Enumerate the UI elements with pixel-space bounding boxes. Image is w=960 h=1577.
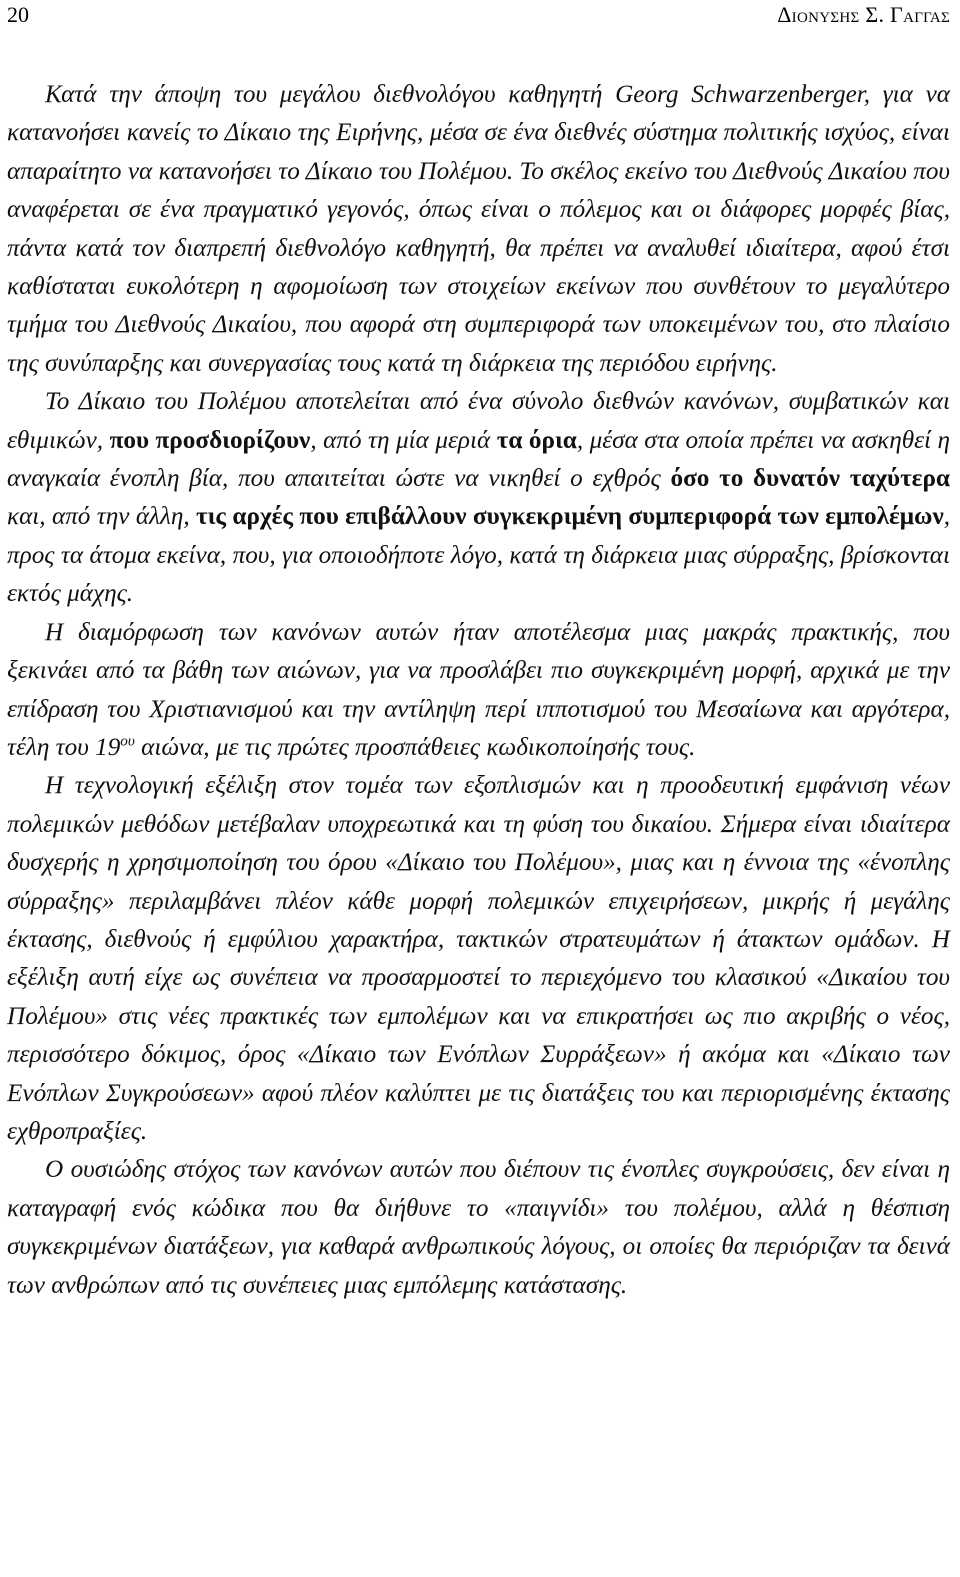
text-segment: Η διαμόρφωση των κανόνων αυτών ήταν αποτέλεσμα μιας μακράς πρακτικής, που ξεκινάει από τα βάθη των αιώνων, για να προσλάβει πιο συγκεκριμένη μορφή, αρχικά με την επίδραση του Χριστιανισμού και την αντίληψη περί ιπποτισμού του Μεσαίωνα και αργότερα, τέλη του 19 bbox=[7, 618, 950, 761]
page-header bbox=[0, 0, 960, 34]
text-segment: Η τεχνολογική εξέλιξη στον τομέα των εξοπλισμών και η προοδευτική εμφάνιση νέων πολεμικών μεθόδων μετέβαλαν υποχρεωτικά και τη φύση του δικαίου. Σήμερα είναι ιδιαίτερα δυσχερής η χρησιμοποίηση του όρου «Δίκαιο του Πολέμου», μιας και η έννοια της «ένοπλης σύρραξης» περιλαμβάνει πλέον κάθε μορφή πολεμικών επιχειρήσεων, μικρής ή μεγάλης έκτασης, διεθνούς ή εμφύλιου χαρακτήρα, τακτικών στρατευμάτων ή άτακτων ομάδων. Η εξέλιξη αυτή είχε ως συνέπεια να προσαρμοστεί το περιεχόμενο του κλασικού «Δικαίου του Πολέμου» στις νέες πρακτικές των εμπολέμων και να επικρατήσει ως πιο ακριβής ο νέος, περισσότερο δόκιμος, όρος «Δίκαιο των Ενόπλων Συρράξεων» ή ακόμα και «Δίκαιο των Ενόπλων Συγκρούσεων» αφού πλέον καλύπτει με τις διατάξεις του και περιορισμένης έκτασης εχθροπραξίες. bbox=[7, 772, 950, 1145]
emphasized-text: τις αρχές που επιβάλλουν συγκεκριμένη συμπεριφορά των εμπολέμων bbox=[196, 503, 944, 531]
paragraph bbox=[7, 614, 950, 768]
emphasized-text: που προσδιορίζουν bbox=[109, 426, 311, 454]
text-segment: , προς τα άτομα εκείνα, που, για οποιοδήποτε λόγο, κατά τη διάρκεια μιας σύρραξης, βρίσκονται εκτός μάχης. bbox=[7, 503, 950, 608]
running-head-author: Διονυσης Σ. Γαγγας bbox=[777, 2, 950, 27]
text-segment: Ο ουσιώδης στόχος των κανόνων αυτών που διέπουν τις ένοπλες συγκρούσεις, δεν είναι η καταγραφή ενός κώδικα που θα διήθυνε το «παιγνίδι» του πολέμου, αλλά η θέσπιση συγκεκριμένων διατάξεων, για καθαρά ανθρωπικούς λόγους, οι οποίες θα περιόριζαν τα δεινά των ανθρώπων από τις συνέπειες μιας εμπόλεμης κατάστασης. bbox=[7, 1156, 950, 1299]
body-text bbox=[7, 76, 950, 1305]
paragraph bbox=[7, 767, 950, 1151]
superscript: ου bbox=[120, 733, 135, 750]
emphasized-text: τα όρια bbox=[496, 426, 577, 454]
paragraph bbox=[7, 76, 950, 383]
text-segment: , μέσα στα οποία πρέπει να ασκηθεί η αναγκαία ένοπλη βία, που απαιτείται ώστε να νικηθεί ο εχθρός bbox=[7, 426, 950, 493]
text-segment: και, από την άλλη, bbox=[7, 503, 197, 531]
text-segment: Το Δίκαιο του Πολέμου αποτελείται από ένα σύνολο διεθνών κανόνων, συμβατικών και εθιμικών, bbox=[7, 388, 950, 454]
text-segment: , από τη μία μεριά bbox=[310, 426, 497, 454]
text-segment: αιώνα, με τις πρώτες προσπάθειες κωδικοποίησής τους. bbox=[134, 733, 696, 761]
emphasized-text: όσο το δυνατόν ταχύτερα bbox=[670, 465, 950, 493]
paragraph bbox=[7, 1151, 950, 1305]
paragraph bbox=[7, 383, 950, 613]
page-number: 20 bbox=[7, 2, 29, 27]
text-segment: Κατά την άποψη του μεγάλου διεθνολόγου καθηγητή Georg Schwarzenberger, για να κατανοήσει κανείς το Δίκαιο της Ειρήνης, μέσα σε ένα διεθνές σύστημα πολιτικής ισχύος, είναι απαραίτητο να κατανοήσει το Δίκαιο του Πολέμου. Το σκέλος εκείνο του Διεθνούς Δικαίου που αναφέρεται σε ένα πραγματικό γεγονός, όπως είναι ο πόλεμος και οι διάφορες μορφές βίας, πάντα κατά τον διαπρεπή διεθνολόγο καθηγητή, θα πρέπει να αναλυθεί ιδιαίτερα, αφού έτσι καθίσταται ευκολότερη η αφομοίωση των στοιχείων εκείνων που συνθέτουν το μεγαλύτερο τμήμα του Διεθνούς Δικαίου, που αφορά στη συμπεριφορά των υποκειμένων του, στο πλαίσιο της συνύπαρξης και συνεργασίας τους κατά τη διάρκεια της περιόδου ειρήνης. bbox=[7, 81, 950, 377]
